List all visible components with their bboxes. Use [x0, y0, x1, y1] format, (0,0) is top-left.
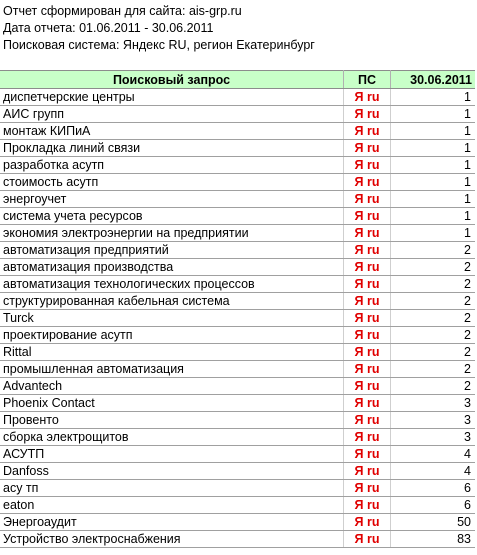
engine-cell: Я ru — [344, 514, 391, 531]
table-row — [0, 106, 475, 123]
position-cell: 4 — [391, 463, 476, 480]
position-cell: 2 — [391, 276, 476, 293]
query-cell: разработка асутп — [0, 157, 344, 174]
engine-cell: Я ru — [344, 497, 391, 514]
query-cell: Rittal — [0, 344, 344, 361]
engine-cell: Я ru — [344, 361, 391, 378]
query-cell: автоматизация предприятий — [0, 242, 344, 259]
position-cell: 3 — [391, 429, 476, 446]
engine-cell: Я ru — [344, 310, 391, 327]
table-row — [0, 327, 475, 344]
engine-cell: Я ru — [344, 531, 391, 548]
table-row — [0, 514, 475, 531]
engine-cell: Я ru — [344, 480, 391, 497]
table-row — [0, 531, 475, 548]
position-cell: 1 — [391, 174, 476, 191]
position-cell: 2 — [391, 378, 476, 395]
table-row — [0, 174, 475, 191]
table-row — [0, 378, 475, 395]
table-row — [0, 497, 475, 514]
position-cell: 50 — [391, 514, 476, 531]
engine-cell: Я ru — [344, 89, 391, 106]
table-row — [0, 225, 475, 242]
engine-cell: Я ru — [344, 259, 391, 276]
position-cell: 1 — [391, 191, 476, 208]
report-site-line: Отчет сформирован для сайта: ais-grp.ru — [3, 4, 242, 18]
query-cell: асу тп — [0, 480, 344, 497]
engine-cell: Я ru — [344, 463, 391, 480]
position-cell: 1 — [391, 106, 476, 123]
position-cell: 4 — [391, 446, 476, 463]
engine-cell: Я ru — [344, 191, 391, 208]
table-row — [0, 310, 475, 327]
query-cell: АИС групп — [0, 106, 344, 123]
report-date-line: Дата отчета: 01.06.2011 - 30.06.2011 — [3, 21, 214, 35]
engine-cell: Я ru — [344, 123, 391, 140]
position-cell: 1 — [391, 123, 476, 140]
engine-cell: Я ru — [344, 140, 391, 157]
query-cell: промышленная автоматизация — [0, 361, 344, 378]
query-cell: стоимость асутп — [0, 174, 344, 191]
query-cell: проектирование асутп — [0, 327, 344, 344]
query-cell: автоматизация производства — [0, 259, 344, 276]
engine-cell: Я ru — [344, 276, 391, 293]
query-cell: Провенто — [0, 412, 344, 429]
engine-cell: Я ru — [344, 446, 391, 463]
position-cell: 2 — [391, 361, 476, 378]
column-header-date: 30.06.2011 — [391, 71, 476, 89]
table-row — [0, 412, 475, 429]
table-row — [0, 208, 475, 225]
engine-cell: Я ru — [344, 429, 391, 446]
position-cell: 3 — [391, 412, 476, 429]
table-row — [0, 157, 475, 174]
table-row — [0, 446, 475, 463]
table-row — [0, 123, 475, 140]
position-cell: 2 — [391, 344, 476, 361]
position-cell: 6 — [391, 480, 476, 497]
engine-cell: Я ru — [344, 293, 391, 310]
table-row — [0, 293, 475, 310]
table-row — [0, 395, 475, 412]
position-cell: 1 — [391, 140, 476, 157]
engine-cell: Я ru — [344, 378, 391, 395]
table-row — [0, 276, 475, 293]
engine-cell: Я ru — [344, 242, 391, 259]
table-row — [0, 344, 475, 361]
table-row — [0, 191, 475, 208]
table-row — [0, 140, 475, 157]
table-body — [0, 89, 475, 548]
query-cell: энергоучет — [0, 191, 344, 208]
position-cell: 3 — [391, 395, 476, 412]
engine-cell: Я ru — [344, 412, 391, 429]
position-cell: 2 — [391, 293, 476, 310]
query-cell: eaton — [0, 497, 344, 514]
position-cell: 1 — [391, 157, 476, 174]
query-cell: Advantech — [0, 378, 344, 395]
engine-cell: Я ru — [344, 327, 391, 344]
position-cell: 2 — [391, 259, 476, 276]
positions-table — [0, 70, 475, 548]
table-row — [0, 463, 475, 480]
engine-cell: Я ru — [344, 157, 391, 174]
query-cell: автоматизация технологических процессов — [0, 276, 344, 293]
query-cell: структурированная кабельная система — [0, 293, 344, 310]
query-cell: Turck — [0, 310, 344, 327]
column-header-engine: ПС — [344, 71, 391, 89]
table-row — [0, 480, 475, 497]
position-cell: 1 — [391, 208, 476, 225]
column-header-query: Поисковый запрос — [0, 71, 344, 89]
report-header — [0, 0, 477, 54]
position-cell: 2 — [391, 242, 476, 259]
position-cell: 83 — [391, 531, 476, 548]
table-header-row — [0, 71, 475, 89]
report-engine-line: Поисковая система: Яндекс RU, регион Екатеринбург — [3, 38, 315, 52]
engine-cell: Я ru — [344, 106, 391, 123]
position-cell: 6 — [391, 497, 476, 514]
engine-cell: Я ru — [344, 395, 391, 412]
query-cell: Устройство электроснабжения — [0, 531, 344, 548]
query-cell: система учета ресурсов — [0, 208, 344, 225]
query-cell: монтаж КИПиА — [0, 123, 344, 140]
query-cell: Энергоаудит — [0, 514, 344, 531]
position-cell: 1 — [391, 89, 476, 106]
table-row — [0, 89, 475, 106]
table-row — [0, 242, 475, 259]
query-cell: сборка электрощитов — [0, 429, 344, 446]
engine-cell: Я ru — [344, 208, 391, 225]
query-cell: Прокладка линий связи — [0, 140, 344, 157]
query-cell: диспетчерские центры — [0, 89, 344, 106]
query-cell: экономия электроэнергии на предприятии — [0, 225, 344, 242]
engine-cell: Я ru — [344, 225, 391, 242]
position-cell: 1 — [391, 225, 476, 242]
query-cell: Phoenix Contact — [0, 395, 344, 412]
engine-cell: Я ru — [344, 344, 391, 361]
query-cell: АСУТП — [0, 446, 344, 463]
table-row — [0, 361, 475, 378]
table-row — [0, 259, 475, 276]
position-cell: 2 — [391, 310, 476, 327]
position-cell: 2 — [391, 327, 476, 344]
query-cell: Danfoss — [0, 463, 344, 480]
engine-cell: Я ru — [344, 174, 391, 191]
table-row — [0, 429, 475, 446]
